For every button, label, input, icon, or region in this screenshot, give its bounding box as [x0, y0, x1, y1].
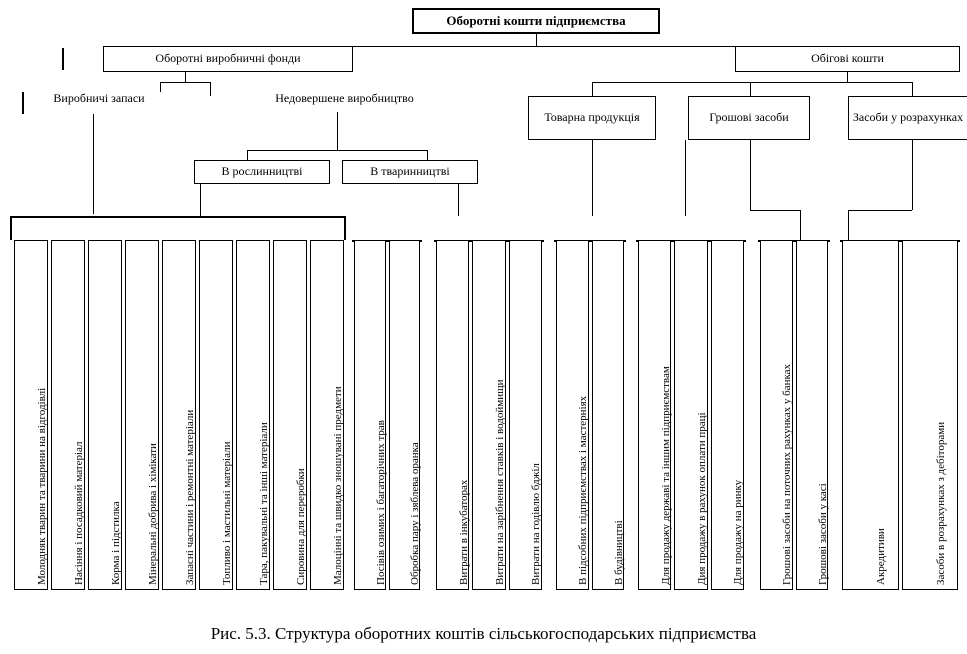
connector: [592, 82, 912, 83]
connector: [912, 82, 913, 96]
item-label: В підсобних підприємствах і мастерніях: [577, 395, 590, 585]
connector: [93, 114, 94, 214]
node-money: [688, 96, 810, 140]
connector: [352, 46, 752, 47]
item-label: Акредитиви: [875, 528, 888, 585]
item-label: Обробка пару і зяблева оранка: [409, 442, 422, 585]
connector: [847, 72, 848, 82]
connector: [750, 210, 800, 211]
marker-bar: [62, 48, 64, 70]
node-wip: [237, 92, 452, 110]
item-label: Малоцінні та швидко зношувані предмети: [332, 386, 344, 585]
connector: [458, 184, 459, 216]
item-box: [125, 240, 159, 590]
item-box: [389, 240, 421, 590]
connector: [800, 210, 801, 240]
node-stocks: [24, 92, 174, 110]
node-circ-funds: [735, 46, 960, 72]
node-crop-label: В рослинництві: [221, 164, 303, 179]
item-box: [310, 240, 344, 590]
item-label: Для продажу державі та іншим підприємствам: [659, 366, 672, 585]
figure-caption: Рис. 5.3. Структура оборотних коштів сільськогосподарських підприємства: [210, 624, 757, 643]
item-label: В будівництві: [612, 520, 625, 585]
node-root: [412, 8, 660, 34]
item-label: Витрати на годівлю бджіл: [530, 463, 543, 585]
node-goods: [528, 96, 656, 140]
connector: [247, 150, 248, 160]
connector: [536, 34, 537, 46]
item-box: [902, 240, 959, 590]
item-label: Витрати в інкубаторах: [457, 479, 470, 585]
connector: [427, 150, 428, 160]
connector: [848, 210, 849, 240]
item-box: [842, 240, 899, 590]
item-label: Мінеральні добрива і хімікати: [147, 443, 159, 585]
item-label: Витрати на зарібнення ставків і водоймищи: [493, 379, 506, 585]
node-prod-funds-label: Оборотні виробничні фонди: [155, 51, 301, 66]
item-label: Топливо і мастильні матеріали: [221, 441, 233, 585]
item-box: [556, 240, 589, 590]
item-label: Дия продажу в рахунок оплати праці: [695, 412, 708, 585]
item-label: Корма і підстилка: [110, 501, 122, 585]
item-box: [199, 240, 233, 590]
item-box: [273, 240, 307, 590]
item-label: Грошові засоби у касі: [816, 483, 829, 585]
item-label: Засоби в розрахунках з дебіторами: [934, 421, 947, 585]
item-box: [436, 240, 469, 590]
item-label: Молодняк тварин та тварини на відгодівлі: [36, 387, 48, 585]
connector: [592, 82, 593, 96]
item-box: [592, 240, 625, 590]
item-box: [711, 240, 744, 590]
node-goods-label: Товарна продукція: [544, 110, 640, 125]
node-stocks-label: Виробничі запаси: [53, 91, 145, 105]
item-box: [509, 240, 542, 590]
item-box: [472, 240, 505, 590]
item-label: Насіння і посадковий матеріал: [73, 441, 85, 585]
connector: [337, 112, 338, 150]
connector: [160, 82, 210, 83]
connector: [750, 140, 751, 210]
connector: [210, 82, 211, 96]
item-box: [88, 240, 122, 590]
node-money-label: Грошові засоби: [709, 110, 789, 125]
connector: [848, 210, 912, 211]
item-box: [236, 240, 270, 590]
item-box: [354, 240, 386, 590]
item-label: Запасні частини і ремонтні матеріали: [184, 409, 196, 585]
item-label: Грошові засоби на поточних рахунках у банках: [781, 363, 794, 585]
item-box: [796, 240, 829, 590]
item-box: [674, 240, 707, 590]
connector: [247, 150, 427, 151]
connector: [185, 72, 186, 82]
node-root-label: Оборотні кошти підприємства: [446, 12, 626, 28]
item-box: [162, 240, 196, 590]
connector: [685, 140, 686, 216]
connector: [592, 140, 593, 216]
connector: [750, 82, 751, 96]
node-settle-label: Засоби у розрахунках: [852, 110, 964, 125]
item-label: Посівів озимих і багаторічних трав: [374, 420, 387, 585]
item-label: Тара, пакувальні та інші матеріали: [258, 422, 270, 585]
node-crop: [194, 160, 330, 184]
node-animal-label: В тваринництві: [370, 164, 450, 179]
item-box: [638, 240, 671, 590]
node-circ-funds-label: Обігові кошти: [811, 51, 884, 66]
item-box: [760, 240, 793, 590]
node-prod-funds: [103, 46, 353, 72]
node-wip-label: Недовершене виробництво: [275, 91, 414, 105]
item-label: Сировина для переробки: [295, 468, 307, 585]
item-label: Для продажу на ринку: [732, 479, 745, 585]
connector: [200, 184, 201, 216]
item-box: [51, 240, 85, 590]
connector: [912, 140, 913, 210]
item-box: [14, 240, 48, 590]
node-animal: [342, 160, 478, 184]
marker-bar: [22, 92, 24, 114]
node-settle: [848, 96, 967, 140]
bracket-stocks: [10, 216, 346, 240]
